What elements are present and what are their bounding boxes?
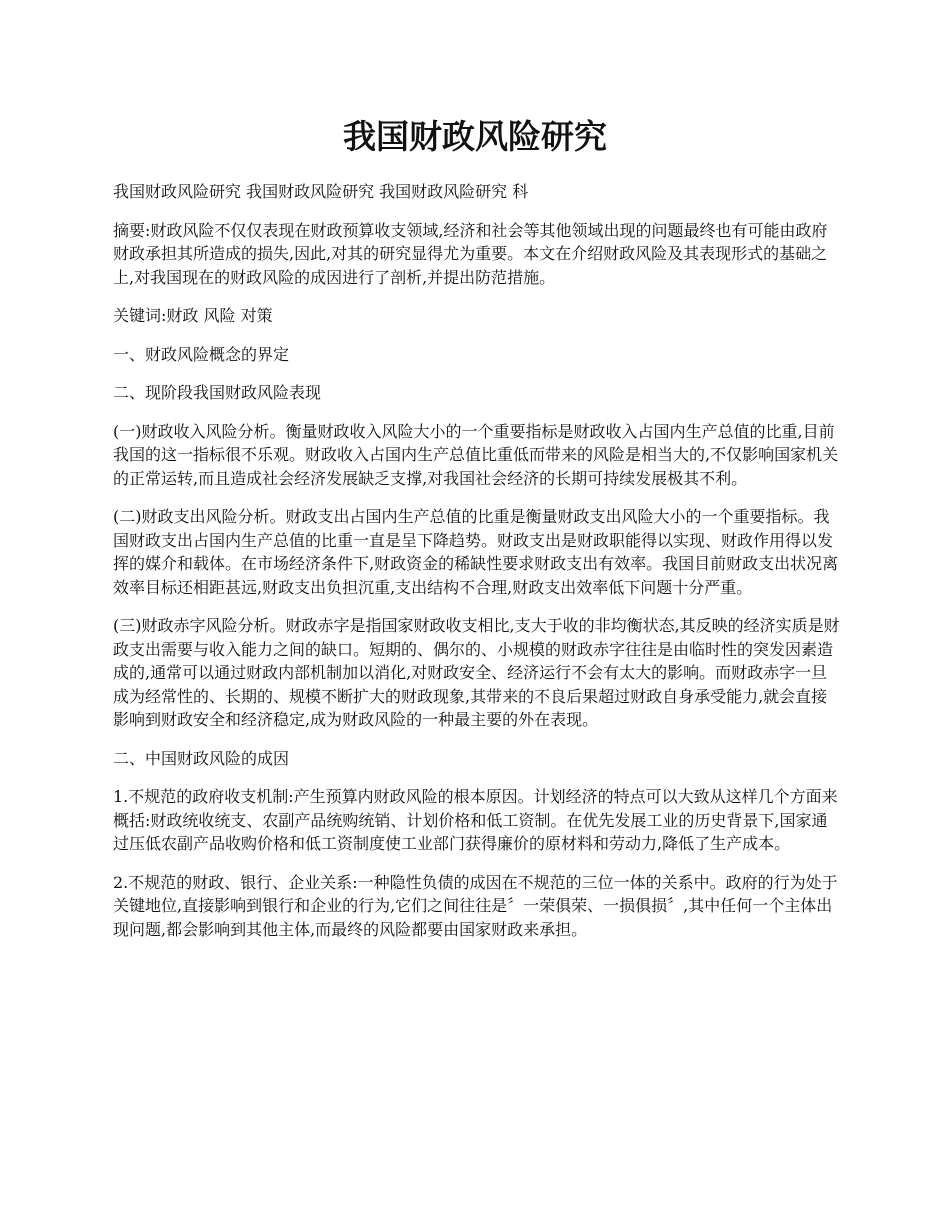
subtitle-line: 我国财政风险研究 我国财政风险研究 我国财政风险研究 科 xyxy=(113,182,529,201)
page-title: 我国财政风险研究 xyxy=(343,117,607,156)
body-paragraph: (一)财政收入风险分析。衡量财政收入风险大小的一个重要指标是财政收入占国内生产总值的比重,目前我国的这一指标很不乐观。财政收入占国内生产总值比重低而带来的风险是相当大的,不仅影响国家机关的正常运转,而且造成社会经济发展缺乏支撑,对我国社会经济的长期可持续发展极其不利。 xyxy=(113,421,839,488)
section-heading: 二、现阶段我国财政风险表现 xyxy=(113,383,322,402)
keywords-line: 关键词:财政 风险 对策 xyxy=(113,306,273,325)
body-paragraph: (三)财政赤字风险分析。财政赤字是指国家财政收支相比,支大于收的非均衡状态,其反映的经济实质是财政支出需要与收入能力之间的缺口。短期的、偶尔的、小规模的财政赤字往往是由临时性的突发因素造成的,通常可以通过财政内部机制加以消化,对财政安全、经济运行不会有太大的影响。而财政赤字一旦成为经常性的、长期的、规模不断扩大的财政现象,其带来的不良后果超过财政自身承受能力,就会直接影响到财政安全和经济稳定,成为财政风险的一种最主要的外在表现。 xyxy=(113,616,840,729)
section-heading: 二、中国财政风险的成因 xyxy=(113,748,290,768)
abstract-paragraph: 摘要:财政风险不仅仅表现在财政预算收支领域,经济和社会等其他领域出现的问题最终也有可能由政府财政承担其所造成的损失,因此,对其的研究显得尤为重要。本文在介绍财政风险及其表现形式的基础之上,对我国现在的财政风险的成因进行了剖析,并提出防范措施。 xyxy=(113,220,828,287)
document-body xyxy=(113,180,840,956)
body-paragraph: 2.不规范的财政、银行、企业关系:一种隐性负债的成因在不规范的三位一体的关系中。政府的行为处于关键地位,直接影响到银行和企业的行为,它们之间往往是〞一荣俱荣、一损俱损〞,其中任何一个主体出现问题,都会影响到其他主体,而最终的风险都要由国家财政来承担。 xyxy=(113,872,838,939)
section-heading: 一、财政风险概念的界定 xyxy=(113,344,290,364)
body-paragraph: (二)财政支出风险分析。财政支出占国内生产总值的比重是衡量财政支出风险大小的一个重要指标。我国财政支出占国内生产总值的比重一直是呈下降趋势。财政支出是财政职能得以实现、财政作用得以发挥的媒介和载体。在市场经济条件下,财政资金的稀缺性要求财政支出有效率。我国目前财政支出状况离效率目标还相距甚远,财政支出负担沉重,支出结构不合理,财政支出效率低下问题十分严重。 xyxy=(113,507,839,597)
body-paragraph: 1.不规范的政府收支机制:产生预算内财政风险的根本原因。计划经济的特点可以大致从这样几个方面来概括:财政统收统支、农副产品统购统销、计划价格和低工资制。在优先发展工业的历史背景下,国家通过压低农副产品收购价格和低工资制度使工业部门获得廉价的原材料和劳动力,降低了生产成本。 xyxy=(113,787,838,853)
